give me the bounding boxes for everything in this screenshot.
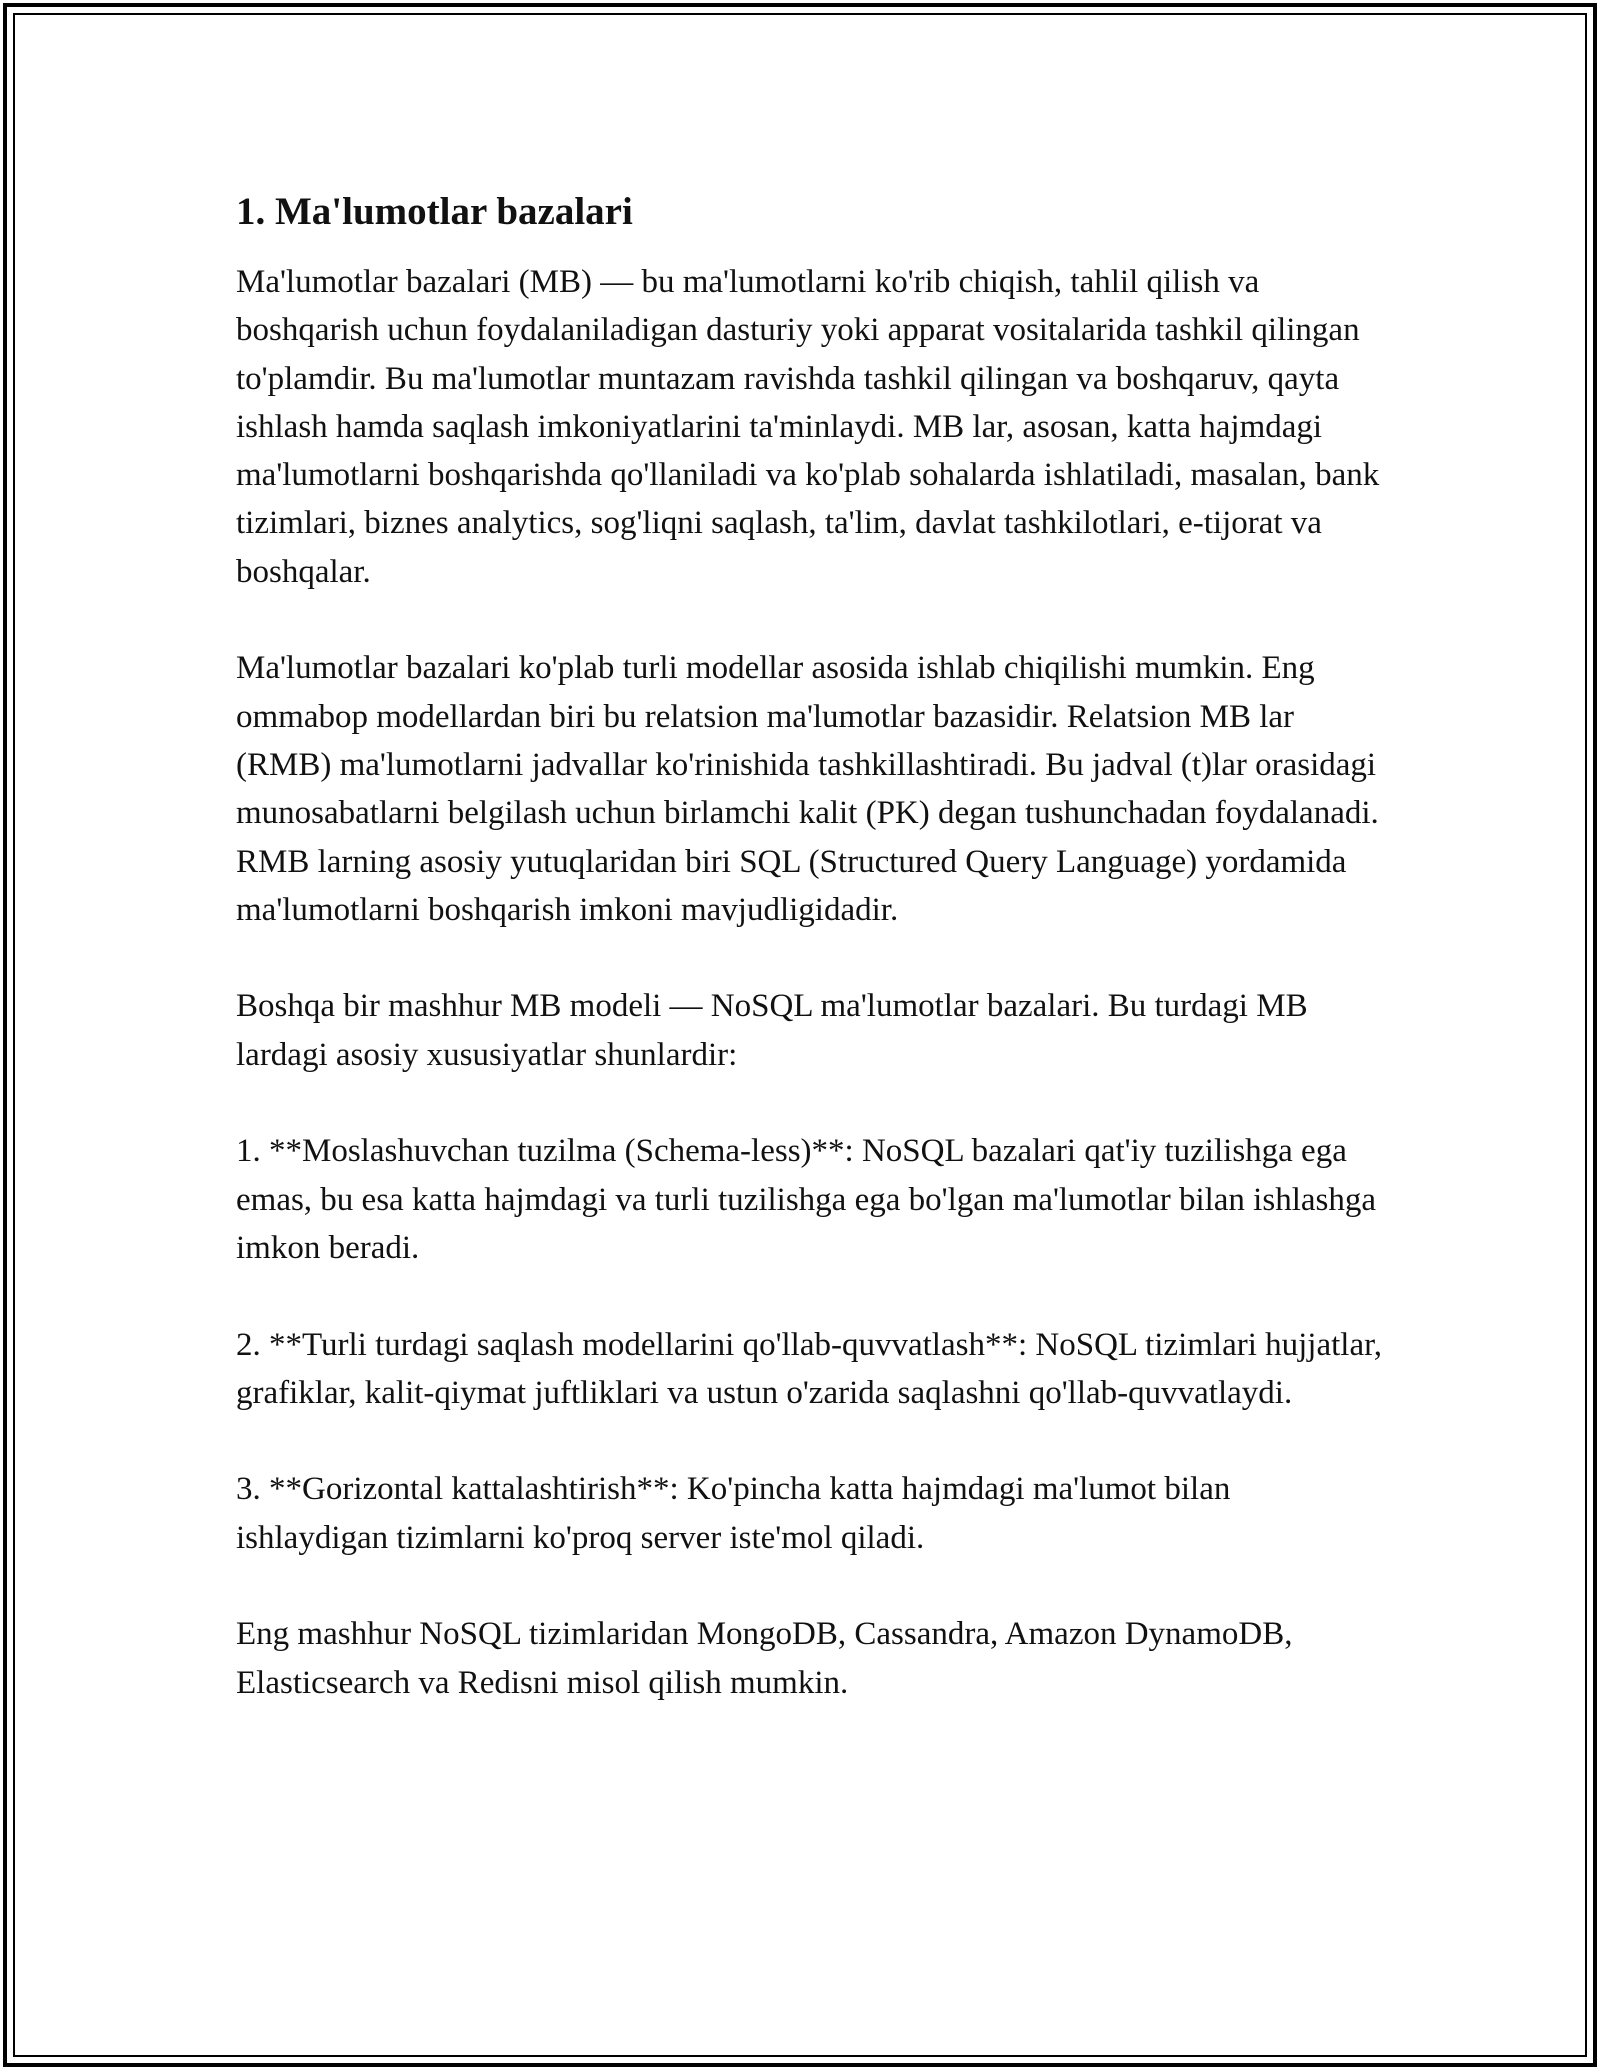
list-item-schema-less: 1. **Moslashuvchan tuzilma (Schema-less)**: NoSQL bazalari qat'iy tuzilishga ega emas, bu esa katta hajmdagi va turli tuzilishga ega bo'lgan ma'lumotlar bilan ishlashga imkon beradi. <box>236 1133 1376 1266</box>
paragraph-nosql-examples: Eng mashhur NoSQL tizimlaridan MongoDB, Cassandra, Amazon DynamoDB, Elasticsearch va Redisni misol qilish mumkin. <box>236 1616 1293 1701</box>
document-body <box>236 186 1386 1755</box>
list-item-storage-models: 2. **Turli turdagi saqlash modellarini qo'llab-quvvatlash**: NoSQL tizimlari hujjatlar, grafiklar, kalit-qiymat juftliklari va ustun o'zarida saqlashni qo'llab-quvvatlaydi. <box>236 1326 1383 1411</box>
paragraph-definition: Ma'lumotlar bazalari (MB) — bu ma'lumotlarni ko'rib chiqish, tahlil qilish va boshqarish uchun foydalaniladigan dasturiy yoki apparat vositalarida tashkil qilingan to'plamdir. Bu ma'lumotlar muntazam ravishda tashkil qilingan va boshqaruv, qayta ishlash hamda saqlash imkoniyatlarini ta'minlaydi. MB lar, asosan, katta hajmdagi ma'lumotlarni boshqarishda qo'llaniladi va ko'plab sohalarda ishlatiladi, masalan, bank tizimlari, biznes analytics, sog'liqni saqlash, ta'lim, davlat tashkilotlari, e-tijorat va boshqalar. <box>236 264 1380 590</box>
paragraph-nosql-intro: Boshqa bir mashhur MB modeli — NoSQL ma'lumotlar bazalari. Bu turdagi MB lardagi asosiy xususiyatlar shunlardir: <box>236 988 1308 1073</box>
section-heading: 1. Ma'lumotlar bazalari <box>236 190 633 233</box>
paragraph-relational-model: Ma'lumotlar bazalari ko'plab turli modellar asosida ishlab chiqilishi mumkin. Eng ommabop modellardan biri bu relatsion ma'lumotlar bazasidir. Relatsion MB lar (RMB) ma'lumotlarni jadvallar ko'rinishida tashkillashtiradi. Bu jadval (t)lar orasidagi munosabatlarni belgilash uchun birlamchi kalit (PK) degan tushunchadan foydalanadi. RMB larning asosiy yutuqlaridan biri SQL (Structured Query Language) yordamida ma'lumotlarni boshqarish imkoni mavjudligidadir. <box>236 650 1379 928</box>
list-item-horizontal-scaling: 3. **Gorizontal kattalashtirish**: Ko'pincha katta hajmdagi ma'lumot bilan ishlaydigan tizimlarni ko'proq server iste'mol qiladi. <box>236 1471 1231 1556</box>
